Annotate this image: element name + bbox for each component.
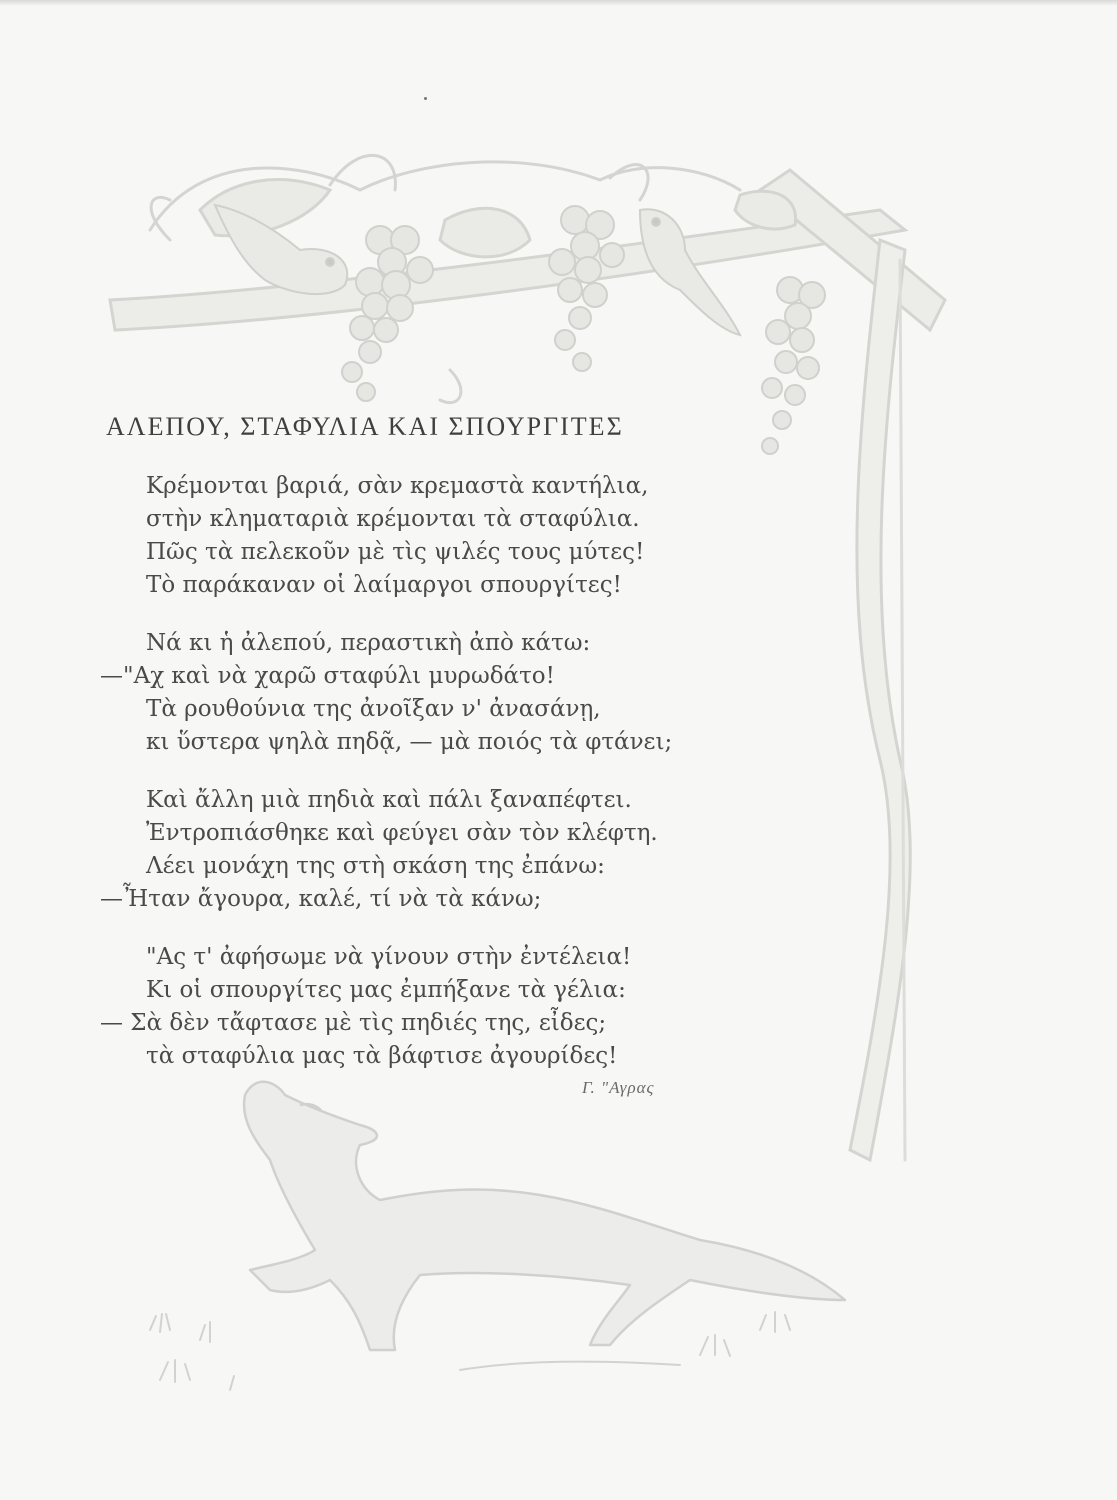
stanza-3: [100, 784, 740, 916]
stanza-4: [100, 941, 740, 1073]
grass: [150, 1314, 210, 1342]
poem-line: Καὶ ἄλλη μιὰ πηδιὰ καὶ πάλι ξαναπέφτει.: [146, 787, 632, 813]
poem-line: Νά κι ἡ ἀλεπού, περαστικὴ ἀπὸ κάτω:: [146, 630, 591, 656]
poem-line: κι ὕστερα ψηλὰ πηδᾷ, — μὰ ποιός τὰ φτάνει;: [146, 729, 673, 755]
grape-cluster: [549, 206, 624, 371]
poem-line: —"Αχ καὶ νὰ χαρῶ σταφύλι μυρωδάτο!: [100, 663, 555, 689]
poem-line: Τὰ ρουθούνια της ἀνοῖξαν ν' ἀνασάνῃ,: [146, 696, 601, 722]
poem-line: Τὸ παράκαναν οἱ λαίμαργοι σπουργίτες!: [146, 572, 622, 598]
poem-line: "Ας τ' ἀφήσωμε νὰ γίνουν στὴν ἐντέλεια!: [146, 944, 632, 970]
poem-line: Πῶς τὰ πελεκοῦν μὲ τὶς ψιλές τους μύτες!: [146, 539, 645, 565]
grape-cluster: [762, 277, 825, 454]
vine-leaf: [440, 208, 530, 257]
fox: [244, 1082, 845, 1350]
grape-cluster: [342, 226, 433, 401]
poem-title: ΑΛΕΠΟΥ, ΣΤΑΦΥΛΙΑ ΚΑΙ ΣΠΟΥΡΓΙΤΕΣ: [106, 412, 624, 441]
stray-ink-dot: [424, 97, 427, 100]
poem-body: [100, 470, 740, 1098]
stanza-2: [100, 627, 740, 759]
poem-line: τὰ σταφύλια μας τὰ βάφτισε ἀγουρίδες!: [146, 1043, 618, 1069]
poem-line: Λέει μονάχη της στὴ σκάση της ἐπάνω:: [146, 853, 605, 879]
poem-line: στὴν κληματαριὰ κρέμονται τὰ σταφύλια.: [146, 506, 640, 532]
poem-line: —Ἦταν ἄγουρα, καλέ, τί νὰ τὰ κάνω;: [100, 886, 542, 912]
author-signature: Γ. "Αγρας: [582, 1078, 655, 1097]
poem-line: Κι οἱ σπουργίτες μας ἐμπήξανε τὰ γέλια:: [146, 977, 626, 1003]
vine-leaf: [735, 191, 796, 229]
poem-line: Κρέμονται βαριά, σὰν κρεμαστὰ καντήλια,: [146, 473, 649, 499]
stanza-1: [100, 470, 740, 602]
poem-line: Ἐντροπιάσθηκε καὶ φεύγει σὰν τὸν κλέφτη.: [146, 820, 658, 846]
poem-line: — Σὰ δὲν τἄφτασε μὲ τὶς πηδιές της, εἶδες;: [100, 1010, 607, 1036]
